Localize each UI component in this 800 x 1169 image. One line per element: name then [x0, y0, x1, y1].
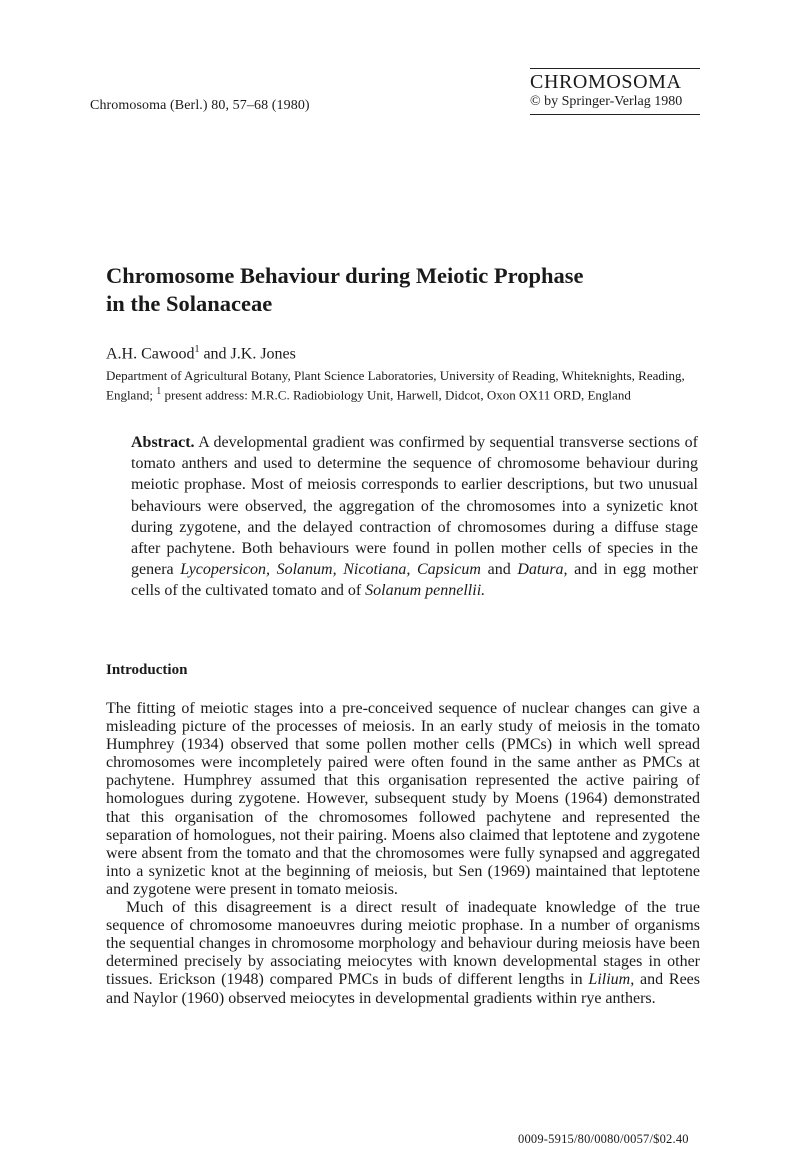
abstract-label: Abstract.: [131, 434, 195, 451]
intro-paragraph-2-part-b: and Rees and Naylor (1960) observed meiocytes in developmental gradients within rye anthers.: [106, 971, 700, 1007]
author-list: [106, 344, 296, 363]
abstract-genus-datura: Datura,: [517, 561, 568, 579]
brand-name: CHROMOSOMA: [530, 71, 682, 93]
article-title: [106, 262, 706, 318]
abstract: [131, 432, 698, 602]
abstract-text-3: and in egg mother cells of the cultivated tomato and of: [131, 561, 698, 600]
section-heading-introduction: Introduction: [106, 662, 188, 678]
affiliation-main: Department of Agricultural Botany, Plant Science Laboratories, University of Reading, Whiteknights, Reading, England;: [106, 368, 685, 403]
intro-genus-lilium: Lilium,: [588, 971, 635, 989]
title-line-2: in the Solanaceae: [106, 291, 273, 316]
author-2: and J.K. Jones: [199, 345, 296, 363]
abstract-text-1: A developmental gradient was confirmed by sequential transverse sections of tomato anthers and used to determine the sequence of chromosome behaviour during meiotic prophase. Most of meiosis corresponds to earlier descriptions, but two unusual behaviours were observed, the aggregation of the chromosomes into a synizetic knot during zygotene, and the delayed contraction of chromosomes during a diffuse stage after pachytene. Both behaviours were found in pollen mother cells of species in the genera: [131, 434, 698, 579]
journal-citation: Chromosoma (Berl.) 80, 57–68 (1980): [90, 98, 310, 113]
journal-brand: [530, 68, 700, 115]
article-code: 0009-5915/80/0080/0057/$02.40: [518, 1132, 689, 1146]
abstract-genera: Lycopersicon, Solanum, Nicotiana, Capsicum: [180, 561, 481, 579]
copyright-line: © by Springer-Verlag 1980: [530, 94, 683, 109]
affiliation: [106, 368, 706, 403]
abstract-species: Solanum pennellii.: [365, 582, 486, 600]
brand-bottom-rule: [530, 114, 700, 115]
intro-paragraph-2-part-a: Much of this disagreement is a direct result of inadequate knowledge of the true sequence of chromosome manoeuvres during meiotic prophase. In a number of organisms the sequential changes in chromosome morphology and behaviour during meiosis have been determined precisely by associating meiocytes with known developmental stages in other tissues. Erickson (1948) compared PMCs in buds of different lengths in: [106, 899, 700, 989]
author-1: A.H. Cawood: [106, 345, 195, 363]
abstract-text-2: and: [480, 561, 518, 579]
introduction-body: [106, 700, 700, 1008]
affiliation-footnote-mark: 1: [156, 386, 162, 397]
author-1-footnote-mark: 1: [194, 344, 200, 355]
title-line-1: Chromosome Behaviour during Meiotic Prophase: [106, 263, 584, 288]
affiliation-present-address: present address: M.R.C. Radiobiology Unit, Harwell, Didcot, Oxon OX11 ORD, England: [161, 387, 631, 403]
intro-paragraph-2: [106, 899, 700, 1008]
intro-paragraph-1: The fitting of meiotic stages into a pre-conceived sequence of nuclear changes can give a misleading picture of the processes of meiosis. In an early study of meiosis in the tomato Humphrey (1934) observed that some pollen mother cells (PMCs) in which well spread chromosomes were incompletely paired were often found in the same anther as PMCs at pachytene. Humphrey assumed that this organisation represented the active pairing of homologues during zygotene. However, subsequent study by Moens (1964) demonstrated that this organisation of the chromosomes followed pachytene and represented the separation of homologues, not their pairing. Moens also claimed that leptotene and zygotene were absent from the tomato and that the chromosomes were fully synapsed and aggregated into a synizetic knot at the beginning of meiosis, but Sen (1969) maintained that leptotene and zygotene were present in tomato meiosis.: [106, 700, 700, 898]
